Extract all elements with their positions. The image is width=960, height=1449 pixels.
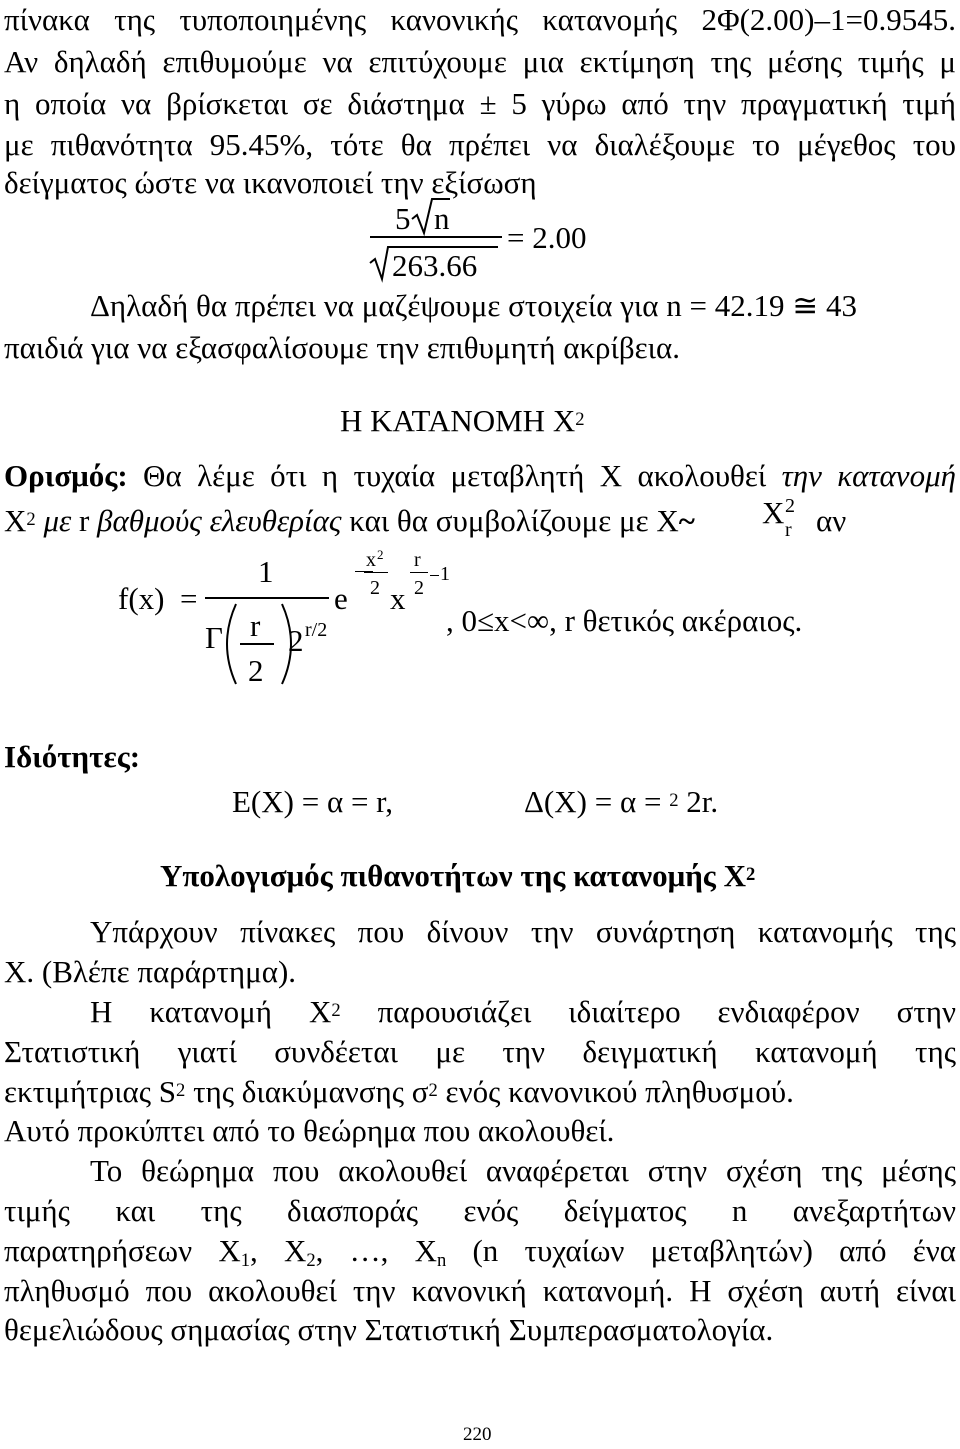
power-exponent: r/2	[305, 619, 328, 641]
eq1-variable: n	[434, 201, 450, 236]
exp-num-sup: 2	[377, 547, 384, 562]
pdf-x: x	[390, 581, 406, 616]
euler-e: e	[334, 581, 348, 616]
superscript: 2	[669, 789, 679, 811]
pdf-numerator: 1	[258, 554, 274, 589]
fraction-bar	[364, 572, 388, 573]
text-line: Αν δηλαδή επιθυμούμε να επιτύχουμε μια εκτίμηση της μέσης τιμής μ	[4, 44, 956, 79]
superscript: 2	[785, 495, 795, 517]
variance-text: Δ(Χ) = α =	[524, 784, 670, 819]
eq1-rhs: = 2.00	[507, 220, 587, 255]
power-base: 2	[288, 623, 304, 658]
italic-text: με	[35, 503, 79, 538]
text-span: παρατηρήσεων Χ	[4, 1233, 241, 1268]
text-line: πληθυσμό που ακολουθεί την κανονική κατανομή. Η σχέση αυτή είναι	[4, 1273, 956, 1308]
text-line: Αυτό προκύπτει από το θεώρημα που ακολουθεί.	[4, 1113, 615, 1148]
superscript: 2	[331, 999, 341, 1021]
heading-superscript: 2	[746, 863, 756, 885]
text-line: η οποία να βρίσκεται σε διάστημα ± 5 γύρω από την πραγματική τιμή	[4, 86, 956, 121]
definition-line-2	[4, 505, 956, 536]
subscript: 1	[240, 1249, 250, 1271]
text-line: Υπάρχουν πίνακες που δίνουν την συνάρτηση κατανομής της	[90, 914, 956, 949]
exp-den: 2	[414, 577, 424, 599]
fraction-bar	[410, 572, 428, 573]
definition-text: και θα συμβολίζουμε με Χ	[341, 503, 679, 538]
gamma-arg-r: r	[250, 608, 261, 643]
text-line: πίνακα της τυποποιημένης κανονικής κατανομής 2Φ(2.00)–1=0.9545.	[4, 2, 956, 37]
subscript: n	[436, 1249, 447, 1271]
text-line: Δηλαδή θα πρέπει να μαζέψουμε στοιχεία για n = 42.19 ≅ 43	[90, 288, 857, 323]
text-line: θεμελιώδους σημασίας στην Στατιστική Συμπερασματολογία.	[4, 1312, 774, 1347]
fraction-bar	[205, 597, 329, 599]
text-span: , …, Χ	[315, 1233, 437, 1268]
section-heading	[160, 860, 755, 891]
fraction-bar	[370, 236, 502, 238]
eq1-denominator: 263.66	[392, 248, 478, 283]
text-span: παρουσιάζει ιδιαίτερο ενδιαφέρον στην	[340, 994, 957, 1029]
text-line: Στατιστική γιατί συνδέεται με την δειγματική κατανομή της	[4, 1034, 956, 1069]
superscript: 2	[176, 1079, 186, 1101]
definition-text: Θα λέμε ότι η τυχαία μεταβλητή Χ ακολουθεί	[127, 458, 782, 493]
text-span: , Χ	[250, 1233, 307, 1268]
definition-line	[4, 460, 956, 491]
text-line: Το θεώρημα που ακολουθεί αναφέρεται στην σχέση της μέσης	[90, 1153, 956, 1188]
text-line: δείγματος ώστε να ικανοποιεί την εξίσωση	[4, 165, 537, 200]
subscript: 2	[306, 1249, 316, 1271]
heading-text: Η ΚΑΤΑΝΟΜΗ Χ	[340, 403, 576, 438]
tilde-symbol: ~	[678, 503, 695, 538]
gamma-arg-2: 2	[248, 653, 264, 688]
heading-text: Υπολογισμός πιθανοτήτων της κατανομής Χ	[160, 858, 747, 893]
text-line	[4, 1076, 956, 1107]
eq1-coefficient: 5	[395, 201, 411, 236]
text-word: αν	[816, 503, 847, 538]
variance-text-end: 2r.	[678, 784, 719, 819]
pdf-condition: , 0≤x<∞, r θετικός ακέραιος.	[446, 603, 803, 638]
exp-num: x	[366, 549, 376, 571]
text-span: ενός κανονικού πληθυσμού.	[437, 1074, 794, 1109]
pdf-lhs: f(x)	[118, 581, 165, 616]
exp-den: 2	[370, 577, 380, 599]
superscript: 2	[26, 508, 36, 530]
text-line: τιμής και της διασποράς ενός δείγματος n ανεξαρτήτων	[4, 1193, 956, 1228]
italic-text: βαθμούς ελευθερίας	[89, 503, 342, 538]
text-line: με πιθανότητα 95.45%, τότε θα πρέπει να διαλέξουμε το μέγεθος του	[4, 127, 956, 162]
definition-italic: την κατανομή	[781, 458, 957, 493]
exp-r: r	[414, 549, 421, 571]
chi-symbol: Χ	[4, 503, 27, 538]
section-heading	[340, 405, 585, 436]
param-r: r	[78, 503, 90, 538]
subscript: r	[785, 519, 792, 541]
gamma-symbol: Γ	[205, 620, 223, 655]
page-number: 220	[463, 1424, 492, 1445]
text-span: της διακύμανσης σ	[185, 1074, 429, 1109]
pdf-equals: =	[180, 581, 198, 616]
heading-superscript: 2	[575, 408, 585, 430]
chi-square-r	[762, 497, 784, 528]
fraction-bar	[240, 643, 274, 645]
minus-bar	[430, 575, 439, 576]
text-line: παιδιά για να εξασφαλίσουμε την επιθυμητή ακρίβεια.	[4, 330, 680, 365]
definition-label: Ορισμός:	[4, 458, 128, 493]
chi-symbol: Χ	[762, 495, 785, 530]
text-line	[90, 996, 956, 1027]
property-variance	[524, 786, 718, 817]
text-span: εκτιμήτριας S	[4, 1074, 177, 1109]
text-line: Χ. (Βλέπε παράρτημα).	[4, 954, 297, 989]
exp-minus-one: 1	[440, 563, 450, 585]
text-line	[4, 1233, 956, 1271]
text-span: Η κατανομή Χ	[90, 994, 332, 1029]
superscript: 2	[428, 1079, 438, 1101]
properties-label: Ιδιότητες:	[4, 739, 141, 774]
text-span: (n τυχαίων μεταβλητών) από ένα	[446, 1233, 956, 1268]
property-mean: Ε(Χ) = α = r,	[232, 784, 394, 819]
